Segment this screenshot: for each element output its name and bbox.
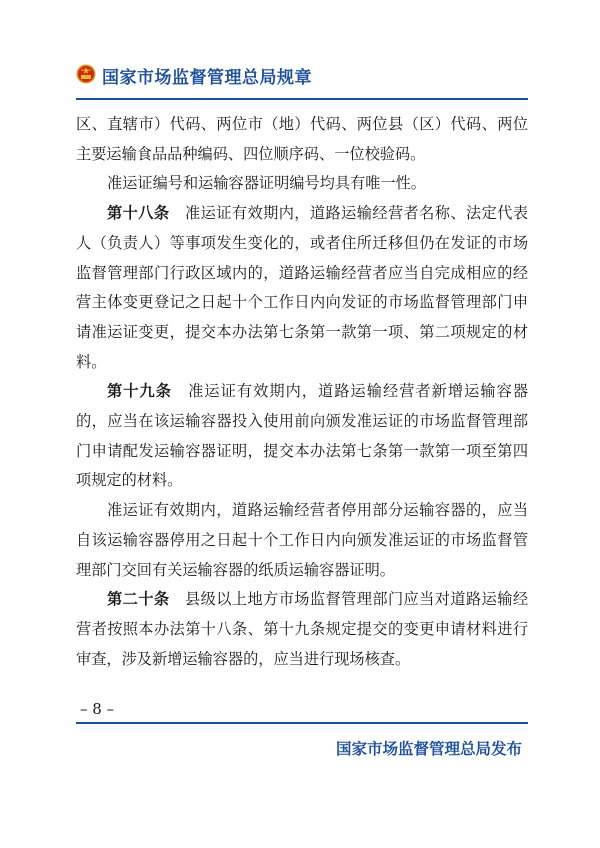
- article-20: [76, 585, 528, 674]
- article-20-label: 第二十条: [107, 590, 170, 609]
- document-body: [76, 110, 528, 674]
- article-18: [76, 199, 528, 377]
- paragraph-container-return: 准运证有效期内，道路运输经营者停用部分运输容器的，应当自该运输容器停用之日起十个工作日内向颁发准运证的市场监督管理部门交回有关运输容器的纸质运输容器证明。: [76, 501, 528, 579]
- article-19: [76, 377, 528, 496]
- article-20-text: 县级以上地方市场监督管理部门应当对道路运输经营者按照本办法第十八条、第十九条规定提交的变更申请材料进行审查，涉及新增运输容器的，应当进行现场核查。: [76, 590, 529, 668]
- article-18-label: 第十八条: [107, 204, 170, 223]
- article-19-label: 第十九条: [107, 382, 172, 401]
- header-title: 国家市场监督管理总局规章: [102, 68, 312, 88]
- article-18-text: 准运证有效期内，道路运输经营者名称、法定代表人（负责人）等事项发生变化的，或者住所迁移但仍在发证的市场监督管理部门行政区域内的，道路运输经营者应当自完成相应的经营主体变更登记之日起十个工作日内向发证的市场监督管理部门申请准运证变更，提交本办法第七条第一款第一项、第二项规定的材料。: [76, 204, 529, 371]
- header-divider: [76, 98, 528, 100]
- article-19-text: 准运证有效期内，道路运输经营者新增运输容器的，应当在该运输容器投入使用前向颁发准运证的市场监督管理部门申请配发运输容器证明，提交本办法第七条第一款第一项至第四项规定的材料。: [76, 382, 529, 490]
- footer-publisher: 国家市场监督管理总局发布: [335, 740, 522, 758]
- page-number: – 8 –: [80, 700, 115, 718]
- paragraph-continued: 区、直辖市）代码、两位市（地）代码、两位县（区）代码、两位主要运输食品品种编码、四位顺序码、一位校验码。: [76, 115, 528, 163]
- paragraph-unique-numbers: 准运证编号和运输容器证明编号均具有唯一性。: [107, 174, 426, 193]
- page-header: [76, 56, 528, 106]
- footer-divider: [76, 722, 528, 724]
- national-emblem-icon: [76, 64, 96, 84]
